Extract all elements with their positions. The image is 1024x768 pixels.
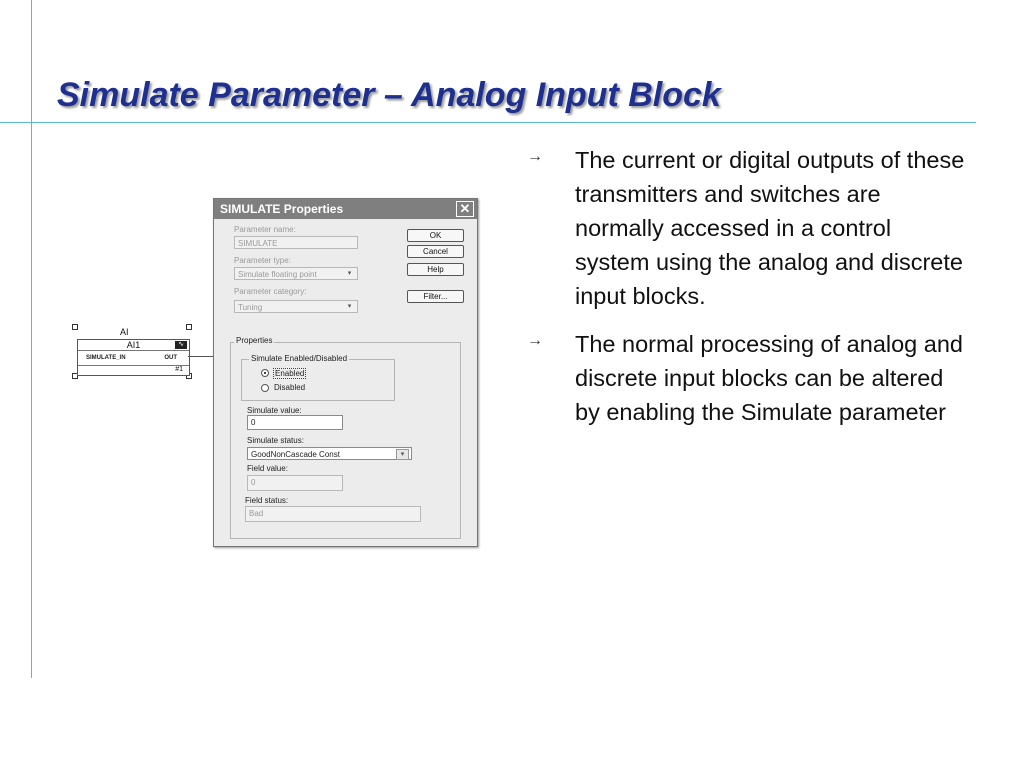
simulate-enable-group <box>241 359 395 401</box>
vertical-rule <box>31 0 32 678</box>
parameter-type-label: Parameter type: <box>234 256 291 265</box>
filter-button[interactable]: Filter... <box>407 290 464 303</box>
ok-button[interactable]: OK <box>407 229 464 242</box>
out-port[interactable]: OUT <box>164 355 177 361</box>
simulate-value-input[interactable]: 0 <box>247 415 343 430</box>
simulate-status-select[interactable] <box>247 447 412 460</box>
simulate-in-port[interactable]: SIMULATE_IN <box>86 355 126 361</box>
close-icon[interactable]: ✕ <box>456 201 474 217</box>
chevron-down-icon: ▾ <box>347 303 352 310</box>
simulate-status-value: GoodNonCascade Const <box>251 450 340 459</box>
field-value-label: Field value: <box>247 464 288 473</box>
waveform-icon: ∿ <box>175 341 187 349</box>
disabled-radio[interactable] <box>261 384 269 392</box>
simulate-status-label: Simulate status: <box>247 436 304 445</box>
bullet-text: The current or digital outputs of these transmitters and switches are normally accessed in a control system using the analog and discrete input blocks. <box>575 147 965 309</box>
selection-handle[interactable] <box>72 324 78 330</box>
arrow-icon: → <box>527 148 543 165</box>
function-block-tag: AI1 <box>126 340 141 350</box>
dialog-titlebar[interactable] <box>214 199 477 219</box>
parameter-name-label: Parameter name: <box>234 225 296 234</box>
simulate-enable-group-label: Simulate Enabled/Disabled <box>251 354 348 363</box>
parameter-category-label: Parameter category: <box>234 287 307 296</box>
parameter-category-value: Tuning <box>238 303 263 312</box>
horizontal-rule <box>0 122 976 123</box>
field-status-label: Field status: <box>245 496 289 505</box>
simulate-value-label: Simulate value: <box>247 406 302 415</box>
bullet-item <box>527 143 967 313</box>
slide-title: Simulate Parameter – Analog Input Block <box>57 76 721 114</box>
help-button[interactable]: Help <box>407 263 464 276</box>
field-status-input: Bad <box>245 506 421 522</box>
field-value-input: 0 <box>247 475 343 491</box>
function-block-name: AI <box>120 327 129 337</box>
bullet-item <box>527 327 967 429</box>
selection-handle[interactable] <box>186 324 192 330</box>
chevron-down-icon: ▾ <box>347 270 352 277</box>
bullet-list <box>527 143 967 443</box>
parameter-name-field[interactable]: SIMULATE <box>234 236 358 249</box>
divider <box>78 350 189 351</box>
arrow-icon: → <box>527 332 543 349</box>
enabled-radio-label[interactable]: Enabled <box>275 369 305 378</box>
ai-function-block[interactable] <box>77 339 190 376</box>
properties-group-label: Properties <box>236 336 273 345</box>
bullet-text: The normal processing of analog and discrete input blocks can be altered by enabling the Simulate parameter <box>575 331 963 425</box>
disabled-radio-label[interactable]: Disabled <box>274 383 306 392</box>
dialog-title: SIMULATE Properties <box>220 202 344 216</box>
cancel-button[interactable]: Cancel <box>407 245 464 258</box>
parameter-type-value: Simulate floating point <box>238 270 317 279</box>
parameter-type-select[interactable] <box>234 267 358 280</box>
connector-line <box>188 356 214 357</box>
chevron-down-icon: ▾ <box>396 449 409 460</box>
enabled-radio[interactable] <box>261 369 269 377</box>
parameter-category-select[interactable] <box>234 300 358 313</box>
simulate-properties-dialog <box>213 198 478 547</box>
divider <box>78 365 189 366</box>
block-number: #1 <box>175 366 183 373</box>
